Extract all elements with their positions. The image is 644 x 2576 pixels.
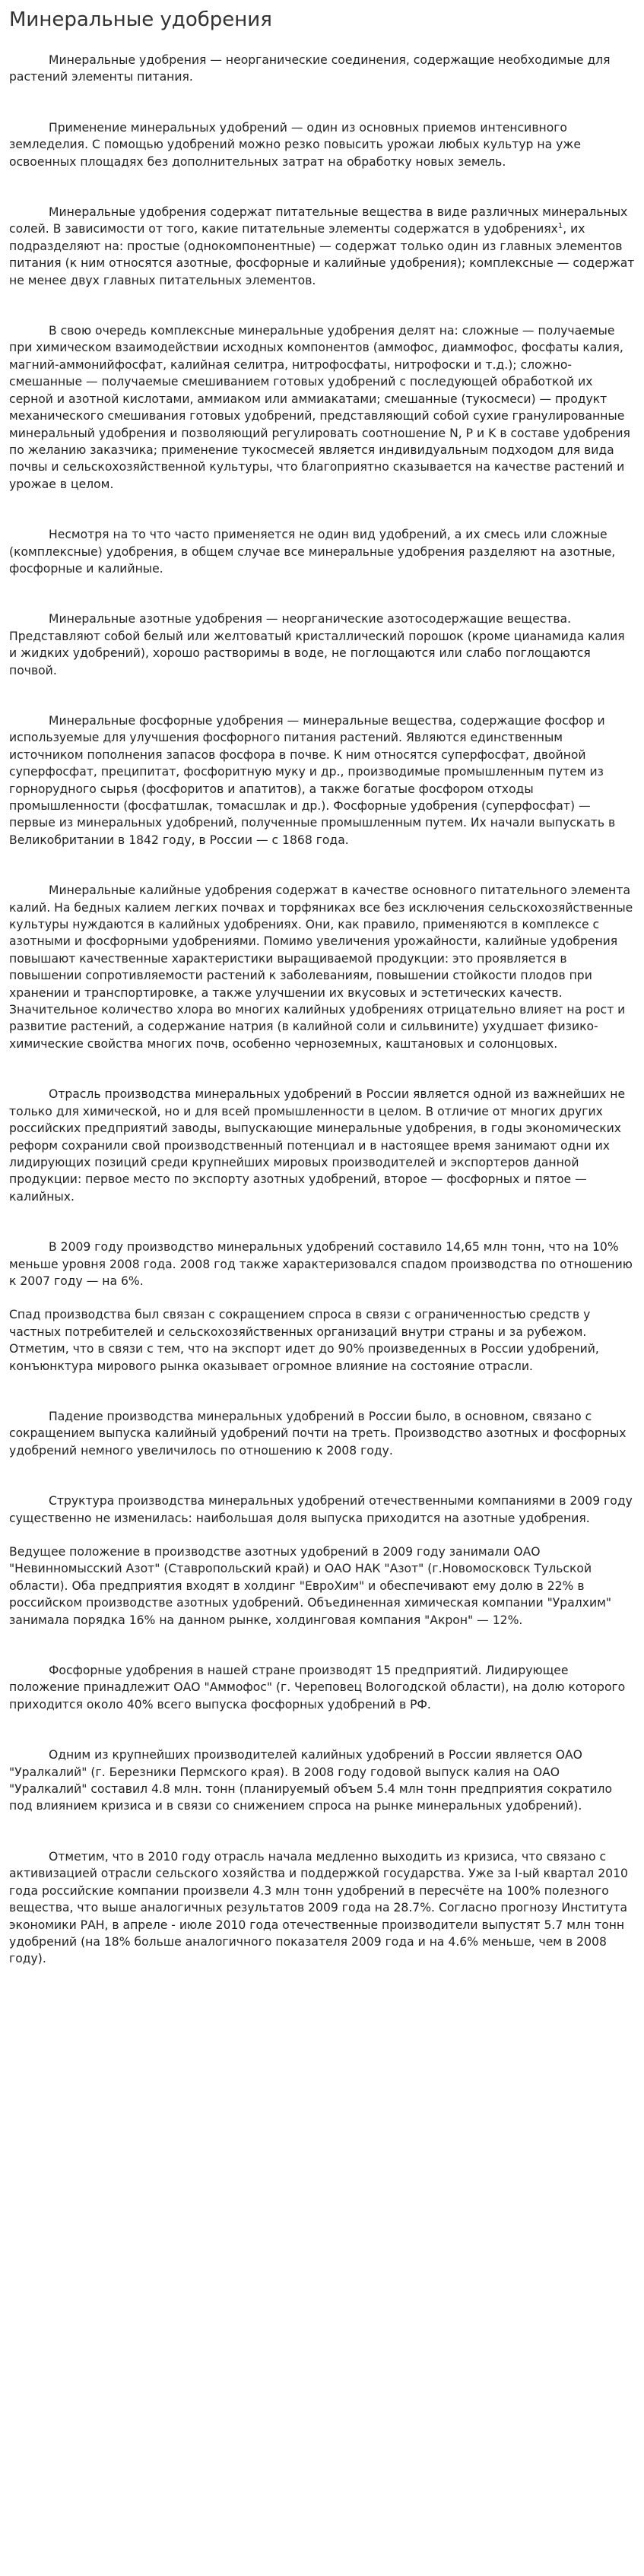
paragraph-nitrogen-leaders: Ведущее положение в производстве азотных удобрений в 2009 году занимали ОАО "Невинномысский Азот" (Ставропольский край) и ОАО НАК "Азот" (г.Новомосковск Тульской области). Оба предприятия входят в холдинг "ЕвроХим" и обеспечивают ему долю в 22% в российском производстве азотных удобрений. Объединенная химическая компании "Уралхим" занимала порядка 16% на данном рынке, холдинговая компания "Акрон" — 12%. — [9, 1545, 612, 1627]
paragraph-decline-reasons: Спад производства был связан с сокращением спроса в связи с ограниченностью средств у частных потребителей и сельскохозяйственных организаций внутри страны и за рубежом. Отметим, что в связи с тем, что на экспорт идет до 90% произведенных в России удобрений, конъюнктура мирового рынка оказывает огромное влияние на состояние отрасли. — [9, 1308, 599, 1373]
article-title: Минеральные удобрения — [9, 8, 272, 31]
paragraph-phosphorus: Минеральные фосфорные удобрения — минеральные вещества, содержащие фосфор и используемые для улучшения фосфорного питания растений. Являются единственным источником пополнения запасов фосфора в почве. К ним относятся суперфосфат, двойной суперфосфат, преципитат, фосфоритную муку и др., производимые промышленным путем из горнорудного сырья (фосфоритов и апатитов), а также богатые фосфором отходы промышленности (фосфатшлак, томасшлак и др.). Фосфорные удобрения (суперфосфат) — первые из минеральных удобрений, полученные промышленным путем. Их начали выпускать в Великобритании в 1842 году, в России — с 1868 года. — [9, 713, 616, 847]
paragraph-production-2009: В 2009 году производство минеральных удобрений составило 14,65 млн тонн, что на 10% меньше уровня 2008 года. 2008 год также характеризовался спадом производства по отношению к 2007 году — на 6%. — [9, 1240, 633, 1288]
paragraph-potassium: Минеральные калийные удобрения содержат в качестве основного питательного элемента калий. На бедных калием легких почвах и торфяниках все без исключения сельскохозяйственные культуры нуждаются в калийных удобрениях. Они, как правило, применяются в комплексе с азотными и фосфорными удобрениями. Помимо увеличения урожайности, калийные удобрения повышают качественные характеристики выращиваемой продукции: это проявляется в повышении сопротивляемости растений к заболеваниям, повышении стойкости плодов при хранении и транспортировке, а также улучшении их вкусовых и эстетических качеств. Значительное количество хлора во многих калийных удобрениях отрицательно влияет на рост и развитие растений, а содержание натрия (в калийной соли и сильвините) ухудшает физико-химические свойства многих почв, особенно черноземных, каштановых и солонцовых. — [9, 884, 633, 1051]
paragraph-potash-decline: Падение производства минеральных удобрений в России было, в основном, связано с сокращением выпуска калийный удобрений почти на треть. Производство азотных и фосфорных удобрений немного увеличилось по отношению к 2008 году. — [9, 1409, 627, 1458]
paragraph-application: Применение минеральных удобрений — один из основных приемов интенсивного земледелия. С помощью удобрений можно резко повысить урожаи любых культур на уже освоенных площадях без дополнительных затрат на обработку новых земель. — [9, 120, 581, 169]
paragraph-definition: Минеральные удобрения — неорганические соединения, содержащие необходимые для растений элементы питания. — [9, 53, 611, 84]
paragraph-industry-russia: Отрасль производства минеральных удобрений в России является одной из важнейших не только для химической, но и для всей промышленности в целом. В отличие от многих других российских предприятий заводы, выпускающие минеральные удобрения, в годы экономических реформ сохранили свой производственный потенциал и в настоящее время занимают одни их лидирующих позиций среди крупнейших мировых производителей и экспортеров данной продукции: первое место по экспорту азотных удобрений, второе — фосфорных и пятое — калийных. — [9, 1087, 626, 1204]
paragraph-recovery-2010: Отметим, что в 2010 году отрасль начала медленно выходить из кризиса, что связано с активизацией отрасли сельского хозяйства и поддержкой государства. Уже за I-ый квартал 2010 года российские компании произвели 4.3 млн тонн удобрений в пересчёте на 100% полезного вещества, что выше аналогичных результатов 2009 года на 28.7%. Согласно прогнозу Института экономики РАН, в апреле - июле 2010 года отечественные производители выпустят 5.7 млн тонн удобрений (на 18% больше аналогичного показателя 2009 года и на 4.6% меньше, чем в 2008 году). — [9, 1849, 628, 1966]
paragraph-nitrogen: Минеральные азотные удобрения — неорганические азотосодержащие вещества. Представляют собой белый или желтоватый кристаллический порошок (кроме цианамида калия и жидких удобрений), хорошо растворимы в воде, не поглощаются или слабо поглощаются почвой. — [9, 612, 625, 677]
paragraph-complex-types: В свою очередь комплексные минеральные удобрения делят на: сложные — получаемые при химическом взаимодействии исходных компонентов (аммофос, диаммофос, фосфаты калия, магний-аммонийфосфат, калийная селитра, нитрофосфаты, нитрофоски и т.д.); сложно-смешанные — получаемые смешиванием готовых удобрений с последующей обработкой их серной и азотной кислотами, аммиаком или аммиакатами; смешанные (тукосмеси) — продукт механического смешивания готовых удобрений, представляющий собой сухие гранулированные минеральный удобрения и позволяющий регулировать соотношение N, P и K в составе удобрения по желанию заказчика; применение тукосмесей является индивидуальным подходом для вида почвы и сельскохозяйственной культуры, что благоприятно сказывается на качестве растений и урожае в целом. — [9, 324, 630, 491]
footnote-marker: 1 — [557, 222, 563, 231]
paragraph-classification-text-b: , их подразделяют на: простые (однокомпонентные) — содержат только один из главных элементов питания (к ним относятся азотные, фосфорные и калийные удобрения); комплексные — содержат не менее двух главных питательных элементов. — [9, 222, 635, 287]
paragraph-classification-text-a: Минеральные удобрения содержат питательные вещества в виде различных минеральных солей. В зависимости от того, какие питательные элементы содержатся в удобрениях — [9, 205, 628, 236]
paragraph-structure: Структура производства минеральных удобрений отечественными компаниями в 2009 году существенно не изменилась: наибольшая доля выпуска приходится на азотные удобрения. — [9, 1494, 633, 1525]
paragraph-classification — [9, 204, 635, 289]
paragraph-potash-producers: Одним из крупнейших производителей калийных удобрений в России является ОАО "Уралкалий" (г. Березники Пермского края). В 2008 году годовой выпуск калия на ОАО "Уралкалий" составил 4.8 млн. тонн (планируемый объем 5.4 млн тонн предприятия сократило под влиянием кризиса и в связи со снижением спроса на рынке минеральных удобрений). — [9, 1748, 613, 1813]
paragraph-phosphorus-producers: Фосфорные удобрения в нашей стране производят 15 предприятий. Лидирующее положение принадлежит ОАО "Аммофос" (г. Череповец Вологодской области), на долю которого приходится около 40% всего выпуска фосфорных удобрений в РФ. — [9, 1664, 626, 1712]
article-body — [9, 52, 635, 1968]
paragraph-main-groups: Несмотря на то что часто применяется не один вид удобрений, а их смесь или сложные (комплексные) удобрения, в общем случае все минеральные удобрения разделяют на азотные, фосфорные и калийные. — [9, 528, 616, 576]
